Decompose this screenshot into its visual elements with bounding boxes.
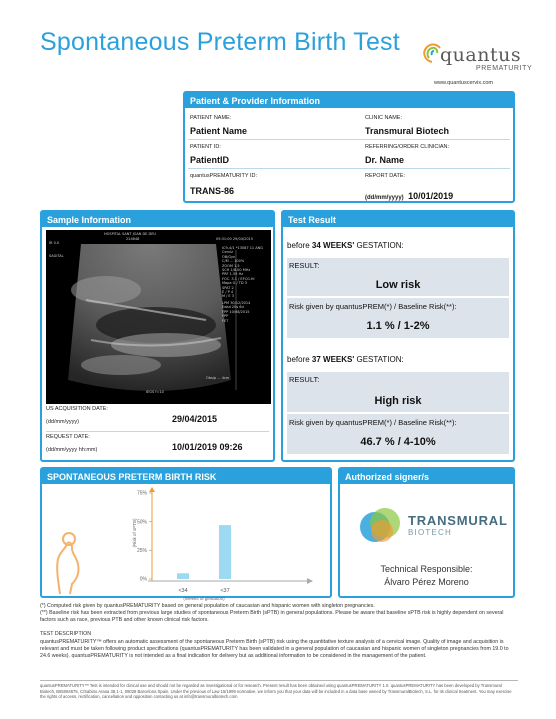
panel-heading: Sample Information bbox=[42, 212, 273, 227]
responsible-label: Technical Responsible: bbox=[380, 564, 473, 574]
us-ir: IR 0.0 bbox=[49, 241, 60, 245]
risk-chart-panel bbox=[40, 467, 332, 601]
gestation-weeks: 34 WEEKS' bbox=[311, 241, 355, 250]
report-date bbox=[365, 186, 453, 204]
bar-0 bbox=[177, 573, 189, 579]
risk-label: Risk given by quantusPREM(*) / Baseline Risk(**): bbox=[289, 418, 457, 427]
y-tick-label: 75% bbox=[136, 490, 147, 497]
request-format: (dd/mm/yyyy hh:mm) bbox=[46, 447, 98, 453]
divider bbox=[40, 680, 518, 681]
us-code: 224648 bbox=[126, 237, 140, 241]
bar-1 bbox=[219, 525, 231, 579]
panel-heading: Test Result bbox=[283, 212, 513, 227]
clinician-label: REFERRING/ORDER CLINICIAN: bbox=[365, 144, 450, 150]
us-mid-line: Edad 20s 6d bbox=[222, 305, 244, 310]
x-tick-label: <37 bbox=[220, 588, 230, 594]
x-axis-label: (Weeks of gestation) bbox=[183, 596, 225, 601]
x-tick-label: <34 bbox=[178, 588, 188, 594]
y-tick-label: 0% bbox=[139, 576, 147, 583]
us-acq-format: (dd/mm/yyyy) bbox=[46, 419, 79, 425]
panel-heading: Authorized signer/s bbox=[340, 469, 513, 484]
footnote-1: (*) Computed risk given by quantusPREMATURITY based on general population of caucasian and hispanic women with singleton pregnancies. bbox=[40, 603, 375, 609]
patient-name-label: PATIENT NAME: bbox=[190, 115, 232, 121]
report-date-format: (dd/mm/yyyy) bbox=[365, 195, 404, 201]
risk-chart bbox=[42, 484, 330, 601]
quantus-id-value: TRANS-86 bbox=[190, 186, 235, 196]
request-label: REQUEST DATE: bbox=[46, 434, 90, 440]
footnote-2: (**) Baseline risk has been extracted from previous large studies of spontaneous Preterm Birth (sPTB) in general populations. Please be aware that baseline sPTB risk is highly dependent on several factors such as race, previous PTB and other known clinical risk factors. bbox=[40, 610, 504, 624]
divider bbox=[188, 168, 510, 169]
us-info-line: FOC. 3.1 / EFCG.Hi bbox=[222, 276, 255, 281]
test-desc-title: TEST DESCRIPTION bbox=[40, 631, 92, 637]
test-result-panel bbox=[281, 210, 515, 462]
result-label: RESULT: bbox=[289, 261, 320, 270]
result-value-37: High risk bbox=[374, 395, 422, 407]
test-desc: quantusPREMATURITY™ offers an automatic assessment of the spontaneous Preterm Birth (sPTB) risk using the quantitative texture analysis of a cervical image. Quality of image and acquisition is relevant and must be taken following product specifications (quantusPREMATURITY has been validated in a general population of caucasian and hispanic women of singleton pregnancies from 19.0 to 24.6 weeks). quantusPREMATURITY is not intended as a final indication for delivery but as additional information to be considered in the management of the patient. bbox=[40, 639, 509, 660]
gestation-37-line bbox=[287, 355, 404, 364]
pregnant-silhouette-icon bbox=[57, 542, 78, 594]
us-footer2: IEGS f=10 bbox=[146, 390, 164, 394]
y-axis-label: (Risk of sPTB) bbox=[132, 518, 137, 548]
patient-id-label: PATIENT ID: bbox=[190, 144, 221, 150]
us-timestamp: 09:31:00 29/04/2015 bbox=[216, 237, 254, 241]
gestation-prefix: before bbox=[287, 355, 312, 364]
sample-info-panel bbox=[40, 210, 275, 462]
us-hospital: HOSPITAL SANT JOAN DE DEU bbox=[104, 232, 156, 236]
risk-box-37 bbox=[287, 414, 509, 454]
report-date-label: REPORT DATE: bbox=[365, 173, 406, 179]
us-info-line: PRF 1.55 Hz bbox=[222, 272, 244, 277]
gestation-prefix: before bbox=[287, 241, 312, 250]
us-acq-label: US ACQUISITION DATE: bbox=[46, 406, 108, 412]
us-mid-line: LPM 30/12/2014 bbox=[222, 301, 251, 305]
y-axis-arrow-icon bbox=[149, 487, 155, 492]
us-info-line: C/M ... 100% bbox=[222, 259, 245, 264]
gestation-34-line bbox=[287, 241, 404, 250]
signer-panel bbox=[338, 467, 515, 598]
y-tick-label: 25% bbox=[136, 548, 147, 555]
us-mid-line: FPP 10/08/2015 bbox=[222, 309, 250, 314]
y-tick-label: 50% bbox=[136, 519, 147, 526]
clinic-name-value: Transmural Biotech bbox=[365, 126, 450, 136]
result-label: RESULT: bbox=[289, 375, 320, 384]
risk-box-34 bbox=[287, 298, 509, 338]
gestation-weeks: 37 WEEKS' bbox=[311, 355, 355, 364]
transmural-word: TRANSMURAL bbox=[408, 513, 508, 528]
us-info-line: ZOOM 1.5 bbox=[222, 263, 240, 268]
divider bbox=[188, 139, 510, 140]
legal-text: quantusPREMATURITY™ Test is intended for clinical use and should not be regarded as investigational or for research. Present result has been obtained using quantusPREMATURITY 1.0. quantusPREMATURITY has been developed by Transmural Biotech, B65084675, C/Sabino Arana 38,1-1, 08028 Barcelona Spain. Under the previous of Law 15/1999 normative, we inform you that your data will be included in a data base owned by TransmuralBiotech, S.L. for its clinical treatment. You may exercise the rights of access, rectification, cancellation and opposition contacting us at info@transmuralbiotech.com bbox=[40, 683, 512, 700]
x-axis-arrow-icon bbox=[307, 578, 313, 584]
us-info-line: SCH 1/8.00 MHz bbox=[222, 268, 251, 272]
ultrasound-scan bbox=[46, 230, 271, 404]
us-info-line: E / P 4 bbox=[222, 290, 234, 294]
clinic-name-label: CLINIC NAME: bbox=[365, 115, 402, 121]
ultrasound-image bbox=[46, 230, 271, 404]
us-footer: Obs/p ... 4cm bbox=[206, 376, 230, 380]
us-acq-value: 29/04/2015 bbox=[172, 414, 218, 424]
request-value: 10/01/2019 09:26 bbox=[172, 442, 243, 452]
page-title: Spontaneous Preterm Birth Test bbox=[40, 28, 400, 56]
logo-word: quantus bbox=[440, 44, 522, 66]
report-date-value: 10/01/2019 bbox=[408, 191, 454, 201]
us-info-line: M / E 3 bbox=[222, 294, 234, 299]
result-box-34 bbox=[287, 258, 509, 296]
us-info-line: Cerviz bbox=[222, 250, 233, 255]
patient-name-value: Patient Name bbox=[190, 126, 248, 136]
patient-provider-panel bbox=[183, 91, 515, 203]
us-mid-line: FET bbox=[222, 318, 229, 323]
us-mid-line: FPP bbox=[222, 314, 229, 319]
quantus-id-label: quantusPREMATURITY ID: bbox=[190, 173, 258, 179]
us-sagittal: SAGITAL bbox=[49, 254, 64, 258]
us-info-line: Mapa G / TD 3 bbox=[222, 281, 247, 286]
us-info-line: OB/Gyn bbox=[222, 254, 236, 259]
panel-heading: SPONTANEOUS PRETERM BIRTH RISK bbox=[42, 469, 330, 484]
patient-id-value: PatientID bbox=[190, 155, 230, 165]
risk-label: Risk given by quantusPREM(*) / Baseline Risk(**): bbox=[289, 302, 457, 311]
gestation-suffix: GESTATION: bbox=[354, 241, 404, 250]
result-value-34: Low risk bbox=[375, 279, 421, 291]
risk-value-34: 1.1 % / 1-2% bbox=[366, 320, 430, 332]
logo-sub: PREMATURITY bbox=[476, 65, 533, 72]
clinician-value: Dr. Name bbox=[365, 155, 405, 165]
logo-url: www.quantuscervix.com bbox=[434, 80, 493, 86]
transmural-logo-icon bbox=[357, 503, 407, 547]
responsible-name: Álvaro Pérez Moreno bbox=[384, 577, 469, 587]
risk-value-37: 46.7 % / 4-10% bbox=[360, 436, 436, 448]
result-box-37 bbox=[287, 372, 509, 412]
transmural-sub: BIOTECH bbox=[408, 528, 452, 537]
gestation-suffix: GESTATION: bbox=[354, 355, 404, 364]
us-info-line: SPAT 2 bbox=[222, 285, 234, 290]
panel-heading: Patient & Provider Information bbox=[185, 93, 513, 108]
us-info-line: IC9-4/1 *13087 11 ANG bbox=[222, 246, 263, 250]
divider bbox=[46, 431, 269, 432]
